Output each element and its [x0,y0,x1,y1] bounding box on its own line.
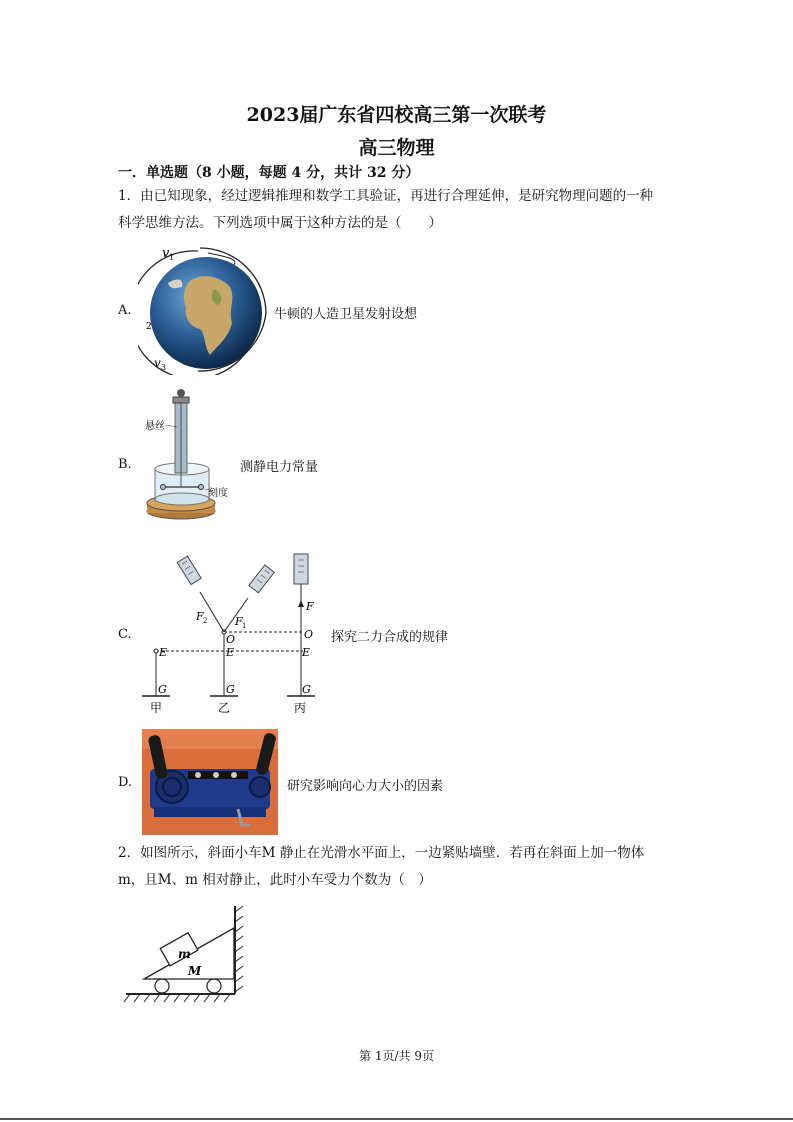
label-f2-sub: 2 [203,617,208,625]
page-subtitle: 高三物理 [358,137,435,159]
page-bottom-border [0,1118,793,1120]
option-d-text: 研究影响向心力大小的因素 [287,779,444,794]
label-e-jia: E [159,646,168,659]
label-o-yi: O [226,633,236,646]
label-big-m: M [188,964,202,978]
option-c-text: 探究二力合成的规律 [331,630,449,645]
label-e-yi: E [226,646,235,659]
force-composition-figure [138,548,328,718]
label-f2: F [196,610,204,623]
v1-sub: 1 [169,253,175,262]
q1-line2: 科学思维方法。下列选项中属于这种方法的是（ ） [118,215,442,231]
v2-sub: 2 [146,322,152,332]
scale-label: 刻度 [208,488,228,499]
option-b-letter: B. [118,457,132,472]
option-a-letter: A. [118,303,132,318]
label-g-bing: G [302,683,311,696]
label-e-bing: E [302,646,311,659]
label-o-bing: O [304,628,314,641]
section-heading: 一．单选题（8 小题，每题 4 分，共计 32 分） [118,165,420,181]
incline-cart-figure [122,902,252,1014]
label-jia: 甲 [150,701,163,715]
option-d-letter: D. [118,775,133,790]
v3-sub: 3 [161,363,167,372]
q2-line2: m，且M、m 相对静止，此时小车受力个数为（ ） [118,872,432,888]
label-f1: F [235,615,243,628]
label-f1-sub: 1 [242,622,247,630]
wire-label: 悬丝 [145,421,165,432]
q1-line1: 1．由已知现象，经过逻辑推理和数学工具验证，再进行合理延伸，是研究物理问题的一种 [118,188,654,204]
torsion-balance-figure [143,387,223,539]
v1-label: v [162,246,170,261]
label-bing: 丙 [294,701,307,715]
label-g-yi: G [226,683,235,696]
label-m: m [178,947,191,961]
option-a-text: 牛顿的人造卫星发射设想 [274,307,418,322]
q2-line1: 2．如图所示，斜面小车M 静止在光滑水平面上，一边紧贴墙壁．若再在斜面上加一物体 [118,845,645,861]
label-f: F [306,600,314,613]
centripetal-apparatus-photo [142,729,278,835]
earth-orbit-figure [138,243,273,375]
label-yi: 乙 [218,701,231,715]
page-footer: 第 1页/共 9页 [359,1049,434,1063]
option-c-letter: C. [118,627,132,642]
label-g-jia: G [158,683,167,696]
option-b-text: 测静电力常量 [240,460,319,475]
page-title: 2023届广东省四校高三第一次联考 [246,104,547,126]
v3-label: v [154,356,161,370]
